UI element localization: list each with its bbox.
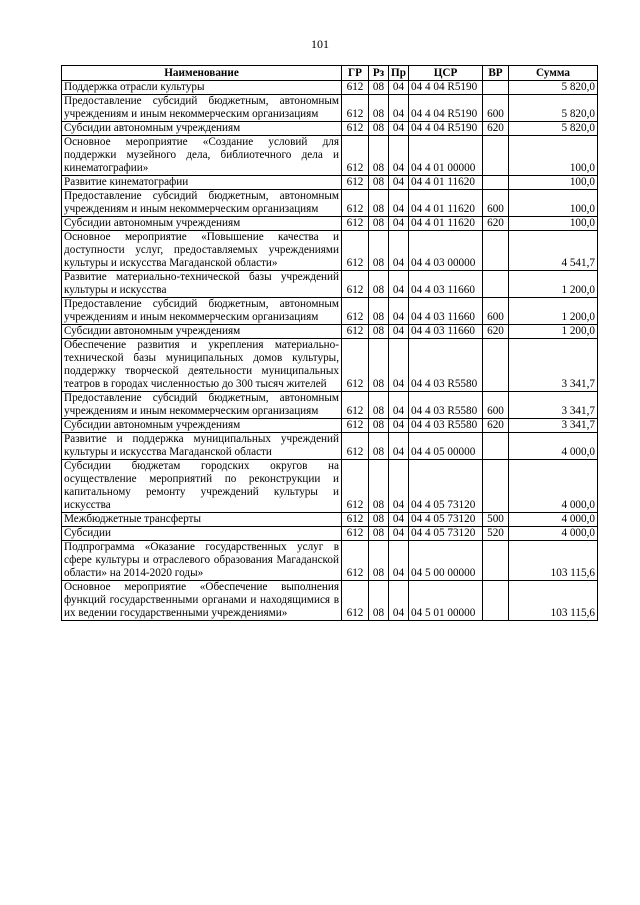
row-rz: 08 [369, 460, 389, 513]
row-rz: 08 [369, 176, 389, 190]
row-name: Субсидии автономным учреждениям [62, 325, 342, 339]
row-gr: 612 [342, 527, 369, 541]
table-row [62, 527, 598, 541]
row-sum: 103 115,6 [509, 581, 598, 621]
row-sum: 5 820,0 [509, 95, 598, 122]
row-name: Субсидии автономным учреждениям [62, 419, 342, 433]
header-pr: Пр [389, 66, 409, 81]
row-sum: 100,0 [509, 136, 598, 176]
row-sum: 3 341,7 [509, 392, 598, 419]
table-row [62, 298, 598, 325]
row-rz: 08 [369, 433, 389, 460]
row-rz: 08 [369, 527, 389, 541]
row-pr: 04 [389, 339, 409, 392]
row-vr [483, 81, 509, 95]
row-rz: 08 [369, 541, 389, 581]
header-csr: ЦСР [409, 66, 483, 81]
row-name: Развитие и поддержка муниципальных учреждений культуры и искусства Магаданской области [62, 433, 342, 460]
row-name: Развитие материально-технической базы учреждений культуры и искусства [62, 271, 342, 298]
row-csr: 04 4 05 73120 [409, 460, 483, 513]
row-gr: 612 [342, 433, 369, 460]
row-name: Основное мероприятие «Создание условий для поддержки музейного дела, библиотечного дела и кинематографии» [62, 136, 342, 176]
row-vr [483, 136, 509, 176]
row-vr: 620 [483, 122, 509, 136]
row-pr: 04 [389, 460, 409, 513]
row-csr: 04 4 05 00000 [409, 433, 483, 460]
row-sum: 100,0 [509, 190, 598, 217]
row-rz: 08 [369, 419, 389, 433]
row-vr [483, 176, 509, 190]
row-vr: 600 [483, 95, 509, 122]
row-vr: 500 [483, 513, 509, 527]
table-row [62, 136, 598, 176]
row-vr [483, 231, 509, 271]
row-gr: 612 [342, 339, 369, 392]
row-csr: 04 4 04 R5190 [409, 81, 483, 95]
row-vr [483, 271, 509, 298]
row-rz: 08 [369, 122, 389, 136]
row-gr: 612 [342, 136, 369, 176]
row-vr [483, 541, 509, 581]
row-vr: 600 [483, 298, 509, 325]
row-pr: 04 [389, 527, 409, 541]
row-csr: 04 5 00 00000 [409, 541, 483, 581]
table-row [62, 217, 598, 231]
row-rz: 08 [369, 95, 389, 122]
row-pr: 04 [389, 176, 409, 190]
row-csr: 04 4 03 R5580 [409, 392, 483, 419]
row-sum: 100,0 [509, 217, 598, 231]
row-name: Подпрограмма «Оказание государственных услуг в сфере культуры и отраслевого образования Магаданской области» на 2014-2020 годы» [62, 541, 342, 581]
row-sum: 4 000,0 [509, 527, 598, 541]
row-rz: 08 [369, 581, 389, 621]
row-gr: 612 [342, 298, 369, 325]
row-rz: 08 [369, 231, 389, 271]
row-csr: 04 4 03 00000 [409, 231, 483, 271]
row-sum: 4 541,7 [509, 231, 598, 271]
row-gr: 612 [342, 95, 369, 122]
row-vr: 620 [483, 217, 509, 231]
row-sum: 100,0 [509, 176, 598, 190]
row-csr: 04 5 01 00000 [409, 581, 483, 621]
table-row [62, 419, 598, 433]
row-name: Межбюджетные трансферты [62, 513, 342, 527]
row-rz: 08 [369, 298, 389, 325]
row-pr: 04 [389, 95, 409, 122]
row-sum: 103 115,6 [509, 541, 598, 581]
row-sum: 3 341,7 [509, 419, 598, 433]
row-name: Предоставление субсидий бюджетным, автономным учреждениям и иным некоммерческим организациям [62, 298, 342, 325]
page-number: 101 [311, 37, 329, 51]
table-row [62, 392, 598, 419]
row-rz: 08 [369, 217, 389, 231]
table-row [62, 231, 598, 271]
row-vr: 620 [483, 325, 509, 339]
row-rz: 08 [369, 392, 389, 419]
row-sum: 1 200,0 [509, 325, 598, 339]
header-sum: Сумма [509, 66, 598, 81]
row-name: Субсидии автономным учреждениям [62, 122, 342, 136]
row-pr: 04 [389, 81, 409, 95]
row-pr: 04 [389, 217, 409, 231]
table-row [62, 541, 598, 581]
row-csr: 04 4 01 11620 [409, 176, 483, 190]
row-name: Предоставление субсидий бюджетным, автономным учреждениям и иным некоммерческим организациям [62, 392, 342, 419]
row-gr: 612 [342, 176, 369, 190]
table-row [62, 339, 598, 392]
row-vr: 620 [483, 419, 509, 433]
table-row [62, 95, 598, 122]
row-vr [483, 433, 509, 460]
row-csr: 04 4 05 73120 [409, 513, 483, 527]
row-pr: 04 [389, 122, 409, 136]
table-row [62, 81, 598, 95]
row-pr: 04 [389, 541, 409, 581]
header-gr: ГР [342, 66, 369, 81]
table-row [62, 581, 598, 621]
table-row [62, 190, 598, 217]
row-name: Обеспечение развития и укрепления материально-технической базы муниципальных домов культуры, поддержку творческой деятельности муниципальных театров в городах численностью до 300 тысяч жителей [62, 339, 342, 392]
budget-table [61, 65, 598, 621]
row-gr: 612 [342, 231, 369, 271]
row-gr: 612 [342, 460, 369, 513]
row-sum: 5 820,0 [509, 81, 598, 95]
row-pr: 04 [389, 513, 409, 527]
row-pr: 04 [389, 298, 409, 325]
row-pr: 04 [389, 581, 409, 621]
header-name: Наименование [62, 66, 342, 81]
row-name: Субсидии автономным учреждениям [62, 217, 342, 231]
table-row [62, 513, 598, 527]
row-sum: 3 341,7 [509, 339, 598, 392]
table-row [62, 325, 598, 339]
row-name: Основное мероприятие «Повышение качества и доступности услуг, предоставляемых учреждениями культуры и искусства Магаданской области» [62, 231, 342, 271]
row-gr: 612 [342, 81, 369, 95]
row-gr: 612 [342, 190, 369, 217]
row-gr: 612 [342, 392, 369, 419]
row-rz: 08 [369, 136, 389, 176]
table-row [62, 122, 598, 136]
row-csr: 04 4 03 11660 [409, 325, 483, 339]
row-rz: 08 [369, 513, 389, 527]
row-csr: 04 4 03 R5580 [409, 419, 483, 433]
header-rz: Рз [369, 66, 389, 81]
row-rz: 08 [369, 190, 389, 217]
row-vr [483, 581, 509, 621]
header-vr: ВР [483, 66, 509, 81]
row-sum: 4 000,0 [509, 433, 598, 460]
row-rz: 08 [369, 325, 389, 339]
row-csr: 04 4 01 11620 [409, 217, 483, 231]
row-sum: 4 000,0 [509, 513, 598, 527]
row-csr: 04 4 03 11660 [409, 298, 483, 325]
row-gr: 612 [342, 325, 369, 339]
row-pr: 04 [389, 231, 409, 271]
row-csr: 04 4 03 11660 [409, 271, 483, 298]
row-vr: 600 [483, 190, 509, 217]
row-vr [483, 339, 509, 392]
row-name: Субсидии бюджетам городских округов на осуществление мероприятий по реконструкции и капитальному ремонту учреждений культуры и искусства [62, 460, 342, 513]
row-csr: 04 4 04 R5190 [409, 95, 483, 122]
table-row [62, 176, 598, 190]
row-sum: 1 200,0 [509, 298, 598, 325]
row-vr: 600 [483, 392, 509, 419]
row-sum: 5 820,0 [509, 122, 598, 136]
row-sum: 1 200,0 [509, 271, 598, 298]
row-vr [483, 460, 509, 513]
table-row [62, 271, 598, 298]
row-gr: 612 [342, 271, 369, 298]
table-row [62, 433, 598, 460]
row-pr: 04 [389, 419, 409, 433]
row-pr: 04 [389, 136, 409, 176]
row-name: Основное мероприятие «Обеспечение выполнения функций государственными органами и находящимися в их ведении государственными учреждениями» [62, 581, 342, 621]
row-pr: 04 [389, 433, 409, 460]
row-gr: 612 [342, 581, 369, 621]
table-row [62, 460, 598, 513]
table-header-row [62, 66, 598, 81]
row-rz: 08 [369, 339, 389, 392]
row-csr: 04 4 04 R5190 [409, 122, 483, 136]
row-gr: 612 [342, 541, 369, 581]
row-rz: 08 [369, 271, 389, 298]
row-pr: 04 [389, 325, 409, 339]
row-name: Субсидии [62, 527, 342, 541]
row-pr: 04 [389, 190, 409, 217]
row-csr: 04 4 05 73120 [409, 527, 483, 541]
row-name: Предоставление субсидий бюджетным, автономным учреждениям и иным некоммерческим организациям [62, 190, 342, 217]
row-gr: 612 [342, 122, 369, 136]
row-gr: 612 [342, 419, 369, 433]
row-gr: 612 [342, 217, 369, 231]
row-pr: 04 [389, 271, 409, 298]
table-body [62, 81, 598, 621]
row-sum: 4 000,0 [509, 460, 598, 513]
row-rz: 08 [369, 81, 389, 95]
row-csr: 04 4 01 11620 [409, 190, 483, 217]
row-csr: 04 4 01 00000 [409, 136, 483, 176]
row-csr: 04 4 03 R5580 [409, 339, 483, 392]
row-name: Развитие кинематографии [62, 176, 342, 190]
row-name: Предоставление субсидий бюджетным, автономным учреждениям и иным некоммерческим организациям [62, 95, 342, 122]
row-gr: 612 [342, 513, 369, 527]
row-pr: 04 [389, 392, 409, 419]
row-name: Поддержка отрасли культуры [62, 81, 342, 95]
row-vr: 520 [483, 527, 509, 541]
